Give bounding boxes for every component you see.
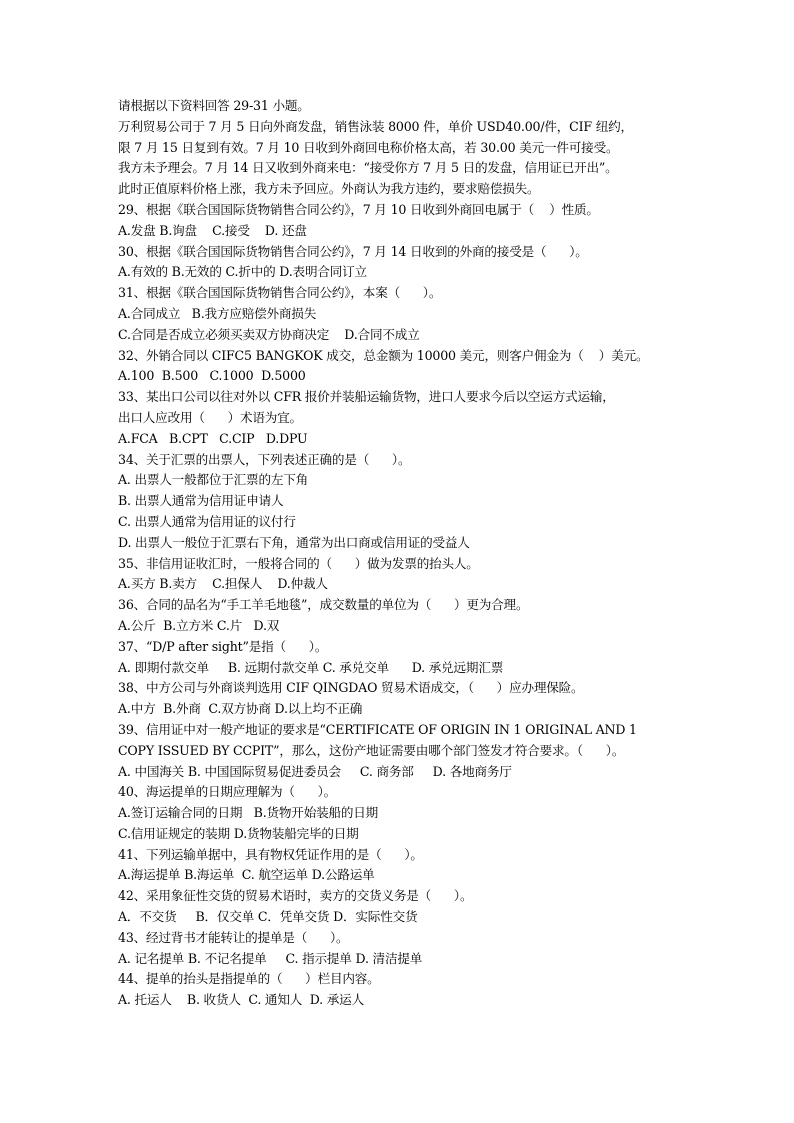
question-34-option-b: B. 出票人通常为信用证申请人 [118,493,284,509]
question-36-options: A.公斤 B.立方米 C.片 D.双 [118,617,280,633]
question-37-options: A. 即期付款交单 B. 远期付款交单 C. 承兑交单 D. 承兑远期汇票 [118,659,504,675]
question-39-options: A. 中国海关 B. 中国国际贸易促进委员会 C. 商务部 D. 各地商务厅 [118,763,512,779]
question-31-options: C.合同是否成立必须买卖双方协商决定 D.合同不成立 [118,326,420,342]
case-text-line: 限 7 月 15 日复到有效。7 月 10 日收到外商回电称价格太高，若 30.00 美元一件可接受。 [118,139,619,155]
question-31: 31、根据《联合国国际货物销售合同公约》，本案（ ）。 [118,285,442,301]
question-40: 40、海运提单的日期应理解为（ ）。 [118,784,337,800]
question-35: 35、非信用证收汇时，一般将合同的（ ）做为发票的抬头人。 [118,555,479,571]
question-33-options: A.FCA B.CPT C.CIP D.DPU [118,430,308,446]
question-29: 29、根据《联合国国际货物销售合同公约》，7 月 10 日收到外商回电属于（ ）性质。 [118,201,599,217]
question-43: 43、经过背书才能转让的提单是（ ）。 [118,929,349,945]
question-31-options: A.合同成立 B.我方应赔偿外商损失 [118,305,317,321]
question-42-options: A．不交货 B．仅交单 C．凭单交货 D．实际性交货 [118,909,418,925]
case-text-line: 万利贸易公司于 7 月 5 日向外商发盘，销售泳装 8000 件，单价 USD40.00/件，CIF 纽约， [118,118,633,134]
question-41-options: A.海运提单 B.海运单 C. 航空运单 D.公路运单 [118,867,375,883]
question-33: 出口人应改用（ ）术语为宜。 [118,409,302,425]
question-35-options: A.买方 B.卖方 C.担保人 D.仲裁人 [118,576,328,592]
question-41: 41、下列运输单据中，具有物权凭证作用的是（ ）。 [118,846,423,862]
question-37: 37、“D/P after sight”是指（ ）。 [118,638,328,654]
question-33: 33、某出口公司以往对外以 CFR 报价并装船运输货物，进口人要求今后以空运方式运输， [118,389,615,405]
question-44-options: A. 托运人 B. 收货人 C. 通知人 D. 承运人 [118,992,364,1008]
question-40-options: A.签订运输合同的日期 B.货物开始装船的日期 [118,805,379,821]
question-43-options: A. 记名提单 B. 不记名提单 C. 指示提单 D. 清洁提单 [118,950,423,966]
question-36: 36、合同的品名为“手工羊毛地毯”，成交数量的单位为（ ）更为合理。 [118,597,529,613]
question-44: 44、提单的抬头是指提单的（ ）栏目内容。 [118,971,380,987]
question-42: 42、采用象征性交货的贸易术语时，卖方的交货义务是（ ）。 [118,888,473,904]
question-39: COPY ISSUED BY CCPIT”，那么，这份产地证需要由哪个部门签发才符合要求。（ ）。 [118,742,625,758]
question-34-option-c: C. 出票人通常为信用证的议付行 [118,513,296,529]
question-34-option-d: D. 出票人一般位于汇票右下角，通常为出口商或信用证的受益人 [118,534,470,550]
question-34-option-a: A. 出票人一般都位于汇票的左下角 [118,472,309,488]
question-29-options: A.发盘 B.询盘 C.接受 D. 还盘 [118,222,307,238]
question-30-options: A.有效的 B.无效的 C.折中的 D.表明合同订立 [118,264,367,280]
question-34: 34、关于汇票的出票人，下列表述正确的是（ ）。 [118,451,411,467]
case-text-line: 我方未予理会。7 月 14 日又收到外商来电：“接受你方 7 月 5 日的发盘，信用证已开出”。 [118,160,618,176]
intro-heading: 请根据以下资料回答 29-31 小题。 [118,98,310,113]
question-32-options: A.100 B.500 C.1000 D.5000 [118,368,306,384]
question-32: 32、外销合同以 CIFC5 BANGKOK 成交，总金额为 10000 美元，则客户佣金为（ ）美元。 [118,347,649,363]
question-30: 30、根据《联合国国际货物销售合同公约》，7 月 14 日收到的外商的接受是（ ）。 [118,243,588,259]
document-body [118,96,678,1011]
question-38: 38、中方公司与外商谈判选用 CIF QINGDAO 贸易术语成交，（ ）应办理保险。 [118,680,584,696]
question-40-options: C.信用证规定的装期 D.货物装船完毕的日期 [118,825,359,841]
question-39: 39、信用证中对一般产地证的要求是“CERTIFICATE OF ORIGIN IN 1 ORIGINAL AND 1 [118,721,637,737]
question-38-options: A.中方 B.外商 C.双方协商 D.以上均不正确 [118,701,363,717]
case-text-line: 此时正值原料价格上涨，我方未予回应。外商认为我方违约，要求赔偿损失。 [118,181,540,197]
